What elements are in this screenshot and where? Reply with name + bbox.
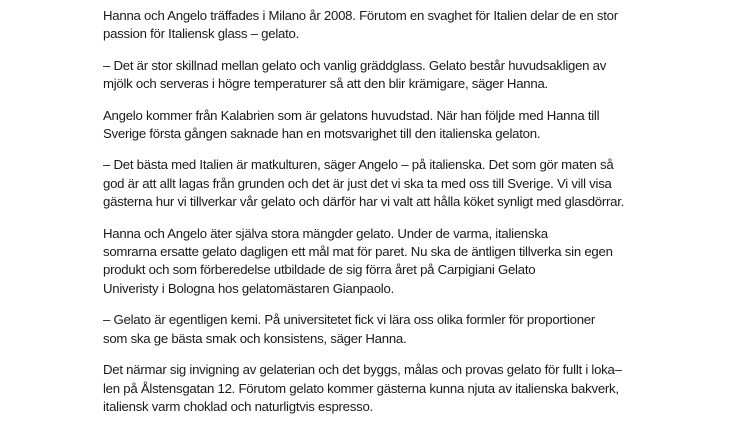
text-line: italiensk varm choklad och naturligtvis espresso. (103, 398, 373, 414)
text-line: mjölk och serveras i högre temperaturer så att den blir krämigare, säger Hanna. (103, 76, 548, 92)
article-body (103, 7, 703, 429)
text-line: Univeristy i Bologna hos gelatomästaren Gianpaolo. (103, 280, 394, 296)
paragraph-training (103, 225, 703, 299)
text-line: somrarna ersatte gelato dagligen ett mål mat för paret. Nu ska de äntligen tillverka sin egen (103, 244, 613, 260)
text-line: – Det bästa med Italien är matkulturen, säger Angelo – på italienska. Det som gör maten så (103, 157, 614, 173)
paragraph-intro (103, 7, 703, 44)
text-line: – Det är stor skillnad mellan gelato och vanlig gräddglass. Gelato består huvudsakligen av (103, 57, 607, 73)
text-line: Hanna och Angelo träffades i Milano år 2008. Förutom en svaghet för Italien delar de en stor (103, 8, 618, 23)
text-line: Hanna och Angelo äter själva stora mängder gelato. Under de varma, italienska (103, 225, 548, 241)
text-line: som ska ge bästa smak och konsistens, säger Hanna. (103, 330, 407, 346)
paragraph-quote-hanna (103, 57, 703, 94)
text-line: passion för Italiensk glass – gelato. (103, 26, 300, 42)
text-line: god är att allt lagas från grunden och det är just det vi ska ta med oss till Sverige. Vi vill visa (103, 175, 612, 191)
paragraph-quote-chemistry (103, 311, 703, 348)
paragraph-angelo-origin (103, 107, 703, 144)
text-line: gästerna hur vi tillverkar vår gelato och därför har vi valt att hålla köket synligt med glasdörrar. (103, 194, 625, 210)
paragraph-opening (103, 361, 703, 416)
text-line: Det närmar sig invigning av gelaterian och det byggs, målas och provas gelato för fullt i loka– (103, 362, 622, 378)
text-line: Sverige första gången saknade han en motsvarighet till den italienska gelaton. (103, 126, 541, 142)
text-line: produkt och som förberedelse utbildade de sig förra året på Carpigiani Gelato (103, 262, 536, 278)
text-line: Angelo kommer från Kalabrien som är gelatons huvudstad. När han följde med Hanna till (103, 107, 600, 123)
text-line: len på Ålstensgatan 12. Förutom gelato kommer gästerna kunna njuta av italienska bakverk, (103, 380, 619, 396)
text-line: – Gelato är egentligen kemi. På universitetet fick vi lära oss olika formler för proportioner (103, 312, 596, 328)
paragraph-quote-angelo (103, 156, 703, 211)
